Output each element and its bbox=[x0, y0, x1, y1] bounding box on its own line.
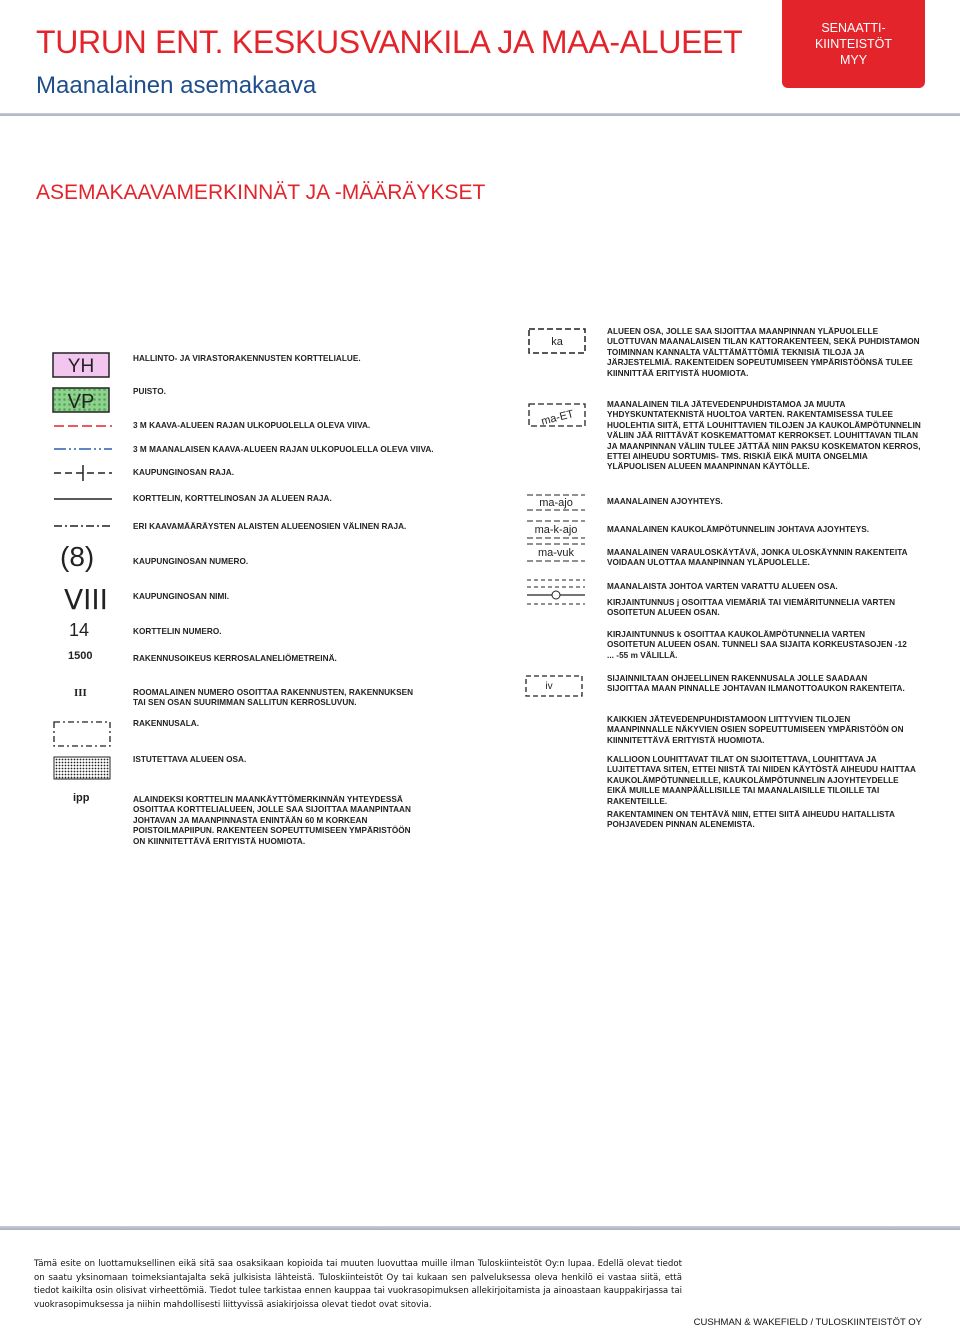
maet-code: ma-ET bbox=[540, 408, 575, 428]
legend-paragraph-2: KALLIOON LOUHITTAVAT TILAT ON SIJOITETTAVA, LOUHITTAVA JA LUJITETTAVA SITEN, ETTEI NIISTÄ TAI NIIDEN KÄYTÖSTÄ AIHEUDU HAITTAA KAUKOLÄMPÖTUNNELILLE, KAUKOLÄMPÖTUNNELIN AJOYHTEYDELLE EIKÄ MUILLE MAANPÄÄLLISILLE TAI MAANALAISILLE TILOILLE TAI RAKENTEILLE. bbox=[607, 755, 916, 806]
legend-iii-text: ROOMALAINEN NUMERO OSOITTAA RAKENNUSTEN, RAKENNUKSEN TAI SEN OSAN SUURIMMAN SALLITUN KERROSLUVUN. bbox=[133, 688, 414, 708]
zone-boundary-symbol bbox=[52, 520, 114, 532]
legend-kirj-k-text: KIRJAINTUNNUS k OSOITTAA KAUKOLÄMPÖTUNNELIA VARTEN OSOITETUN ALUEEN OSAN. TUNNELI SAA SIJAITA KORKEUSTASOJEN -12 ... -55 m VÄLILLÄ. bbox=[607, 630, 907, 660]
header-divider bbox=[0, 113, 960, 116]
building-area-symbol bbox=[52, 720, 112, 748]
district-number-symbol: (8) bbox=[60, 541, 95, 572]
yh-code: YH bbox=[67, 356, 95, 377]
legend-ipp-text: ALAINDEKSI KORTTELIN MAANKÄYTTÖMERKINNÄN YHTEYDESSÄ OSOITTAA KORTTELIALUEEN, JOLLE SAA SIJOITTAA MAANPINTAAN JOHTAVAN JA MAANPINNASTA ENINTÄÄN 60 M KORKEAN POISTOILMAPIIPUN. RAKENTEEN SOPEUTTUMISEEN YMPÄRISTÖÖN ON KIINNITETTÄVÄ ERITYISTÄ HUOMIOTA. bbox=[133, 795, 411, 846]
vp-symbol bbox=[52, 387, 110, 413]
badge-line-3: MYY bbox=[839, 53, 868, 67]
legend-k14-text: KORTTELIN NUMERO. bbox=[133, 627, 222, 636]
footer-divider bbox=[0, 1226, 960, 1230]
ka-code: ka bbox=[551, 336, 563, 348]
yh-symbol bbox=[52, 352, 110, 378]
vp-code: VP bbox=[67, 391, 95, 413]
page-subtitle: Maanalainen asemakaava bbox=[36, 72, 317, 99]
route-symbols bbox=[527, 493, 587, 567]
legend-makajo-text: MAANALAINEN KAUKOLÄMPÖTUNNELIIN JOHTAVA AJOYHTEYS. bbox=[607, 525, 870, 534]
ka-symbol bbox=[527, 327, 587, 355]
section-title: ASEMAKAAVAMERKINNÄT JA -MÄÄRÄYKSET bbox=[36, 181, 486, 204]
legend-paragraph-1: KAIKKIEN JÄTEVEDENPUHDISTAMOON LIITTYVIEN TILOJEN MAANPINNALLE NÄKYVIEN OSIEN SOPEUTTUMISEEN YMPÄRISTÖÖN ON KIINNITETTÄVÄ ERITYISTÄ HUOMIOTA. bbox=[607, 715, 904, 745]
legend-rakennusala-text: RAKENNUSALA. bbox=[133, 719, 200, 728]
legend-maet-text: MAANALAINEN TILA JÄTEVEDENPUHDISTAMOA JA MUUTA YHDYSKUNTATEKNISTÄ HUOLTOA VARTEN. RAKENTAMISESSA TULEE HUOLEHTIA SIITÄ, ETTÄ LOUHITTAVIEN TILOJEN JA KAUKOLÄMPÖTUNNELIN VÄLIIN JÄÄ RIITTÄVÄT KOSKEMATTOMAT KERROKSET. LOUHITTAVAN TILAN JA MAANPINNAN VÄLIIN TULEE JÄTTÄÄ NIIN PAKSU KOSKEMATON KERROS, ETTEI AIHEUDU SORTUMIS- TMS. RISKIÄ EIKÄ MUITA ONGELMIA YLÄPUOLISEN ALUEEN MAANPINNAN KÄYTÖLLE. bbox=[607, 400, 921, 472]
utility-symbols bbox=[527, 577, 587, 609]
legend-num8-text: KAUPUNGINOSAN NUMERO. bbox=[133, 557, 249, 566]
legend-vp-text: PUISTO. bbox=[133, 387, 166, 396]
legend-viii-text: KAUPUNGINOSAN NIMI. bbox=[133, 592, 230, 601]
district-name-symbol: VIII bbox=[64, 583, 108, 616]
legend-line4-text: KORTTELIN, KORTTELINOSAN JA ALUEEN RAJA. bbox=[133, 494, 332, 503]
legend-line2-text: 3 M MAANALAISEN KAAVA-ALUEEN RAJAN ULKOPUOLELLA OLEVA VIIVA. bbox=[133, 445, 434, 454]
footer-credit: CUSHMAN & WAKEFIELD / TULOSKIINTEISTÖT OY bbox=[693, 1317, 922, 1328]
block-number-symbol: 14 bbox=[69, 620, 90, 640]
mavuk-code: ma-vuk bbox=[537, 547, 575, 559]
legend-iv-text: SIJAINNILTAAN OHJEELLINEN RAKENNUSALA JOLLE SAADAAN SIJOITTAA MAAN PINNALLE JOHTAVAN ILMANOTTOAUKON RAKENTEITA. bbox=[607, 674, 905, 694]
legend-paragraph-3: RAKENTAMINEN ON TEHTÄVÄ NIIN, ETTEI SIITÄ AIHEUDU HAITALLISTA POHJAVEDEN PINNAN ALENEMISTA. bbox=[607, 810, 895, 830]
maajo-code: ma-ajo bbox=[539, 497, 573, 509]
iv-code: iv bbox=[545, 681, 553, 692]
iv-symbol bbox=[524, 674, 584, 698]
legend-kirj-j-text: KIRJAINTUNNUS j OSOITTAA VIEMÄRIÄ TAI VIEMÄRITUNNELIA VARTEN OSOITETUN ALUEEN OSAN. bbox=[607, 598, 896, 618]
legend-k1500-text: RAKENNUSOIKEUS KERROSALANELIÖMETREINÄ. bbox=[133, 654, 337, 663]
makajo-code: ma-k-ajo bbox=[534, 524, 578, 536]
badge-line-1: SENAATTI- bbox=[821, 21, 886, 35]
legend-maajo-text: MAANALAINEN AJOYHTEYS. bbox=[607, 497, 723, 506]
disclaimer-text: Tämä esite on luottamuksellinen eikä sitä saa osaksikaan kopioida tai muuten luovuttaa muille ilman Tuloskiinteistöt Oy:n lupaa. Edellä olevat tiedot on saatu yksinomaan toimeksiantajalta sekä julkisista lähteistä. Tuloskiinteistöt Oy tai kukaan sen palveluksessa oleva henkilö ei vastaa siitä, että tiedot kaikilta osin olisivat virheettömiä. Tiedot tulee tarkistaa ennen kauppaa tai vuokrasopimuksen allekirjoitamista ja ainoastaan kauppakirjassa tai vuokrasopimuksessa ja niihin mahdollisesti liittyvissä asiakirjoissa olevat tiedot ovat sitovia. bbox=[34, 1259, 682, 1310]
legend-line5-text: ERI KAAVAMÄÄRÄYSTEN ALAISTEN ALUEENOSIEN VÄLINEN RAJA. bbox=[133, 522, 407, 531]
badge-line-2: KIINTEISTÖT bbox=[814, 37, 893, 51]
page-title: TURUN ENT. KESKUSVANKILA JA MAA-ALUEET bbox=[36, 24, 743, 60]
legend-mavuk-text: MAANALAINEN VARAULOSKÄYTÄVÄ, JONKA ULOSKÄYNNIN RAKENTEITA VOIDAAN ULOTTAA MAANPINNAN YLÄPUOLELLE. bbox=[607, 548, 908, 568]
brand-badge bbox=[782, 0, 925, 88]
maet-symbol bbox=[527, 400, 587, 430]
legend-johto-text: MAANALAISTA JOHTOA VARTEN VARATTU ALUEEN OSA. bbox=[607, 582, 838, 591]
legend-line1-text: 3 M KAAVA-ALUEEN RAJAN ULKOPUOLELLA OLEVA VIIVA. bbox=[133, 421, 371, 430]
boundary-line-symbols bbox=[52, 418, 114, 508]
planted-area-symbol bbox=[52, 755, 112, 781]
building-right-symbol: 1500 bbox=[68, 650, 93, 662]
legend-ka-text: ALUEEN OSA, JOLLE SAA SIJOITTAA MAANPINNAN YLÄPUOLELLE ULOTTUVAN MAANALAISEN TILAN KATTORAKENTEEN, SEKÄ PUHDISTAMON TOIMINNAN KANNALTA VÄLTTÄMÄTTÖMIÄ TEKNISIÄ TILOJA JA JÄRJESTELMIÄ. RAKENTEIDEN SOPEUTUMISEEN YMPÄRISTÖÖNSÄ TULEE KIINNITTÄÄ ERITYISTÄ HUOMIOTA. bbox=[607, 327, 920, 378]
legend-istutettava-text: ISTUTETTAVA ALUEEN OSA. bbox=[133, 755, 247, 764]
ipp-symbol: ipp bbox=[73, 792, 90, 804]
floor-count-symbol: III bbox=[74, 687, 87, 699]
legend-line3-text: KAUPUNGINOSAN RAJA. bbox=[133, 468, 235, 477]
legend-yh-text: HALLINTO- JA VIRASTORAKENNUSTEN KORTTELIALUE. bbox=[133, 354, 361, 363]
